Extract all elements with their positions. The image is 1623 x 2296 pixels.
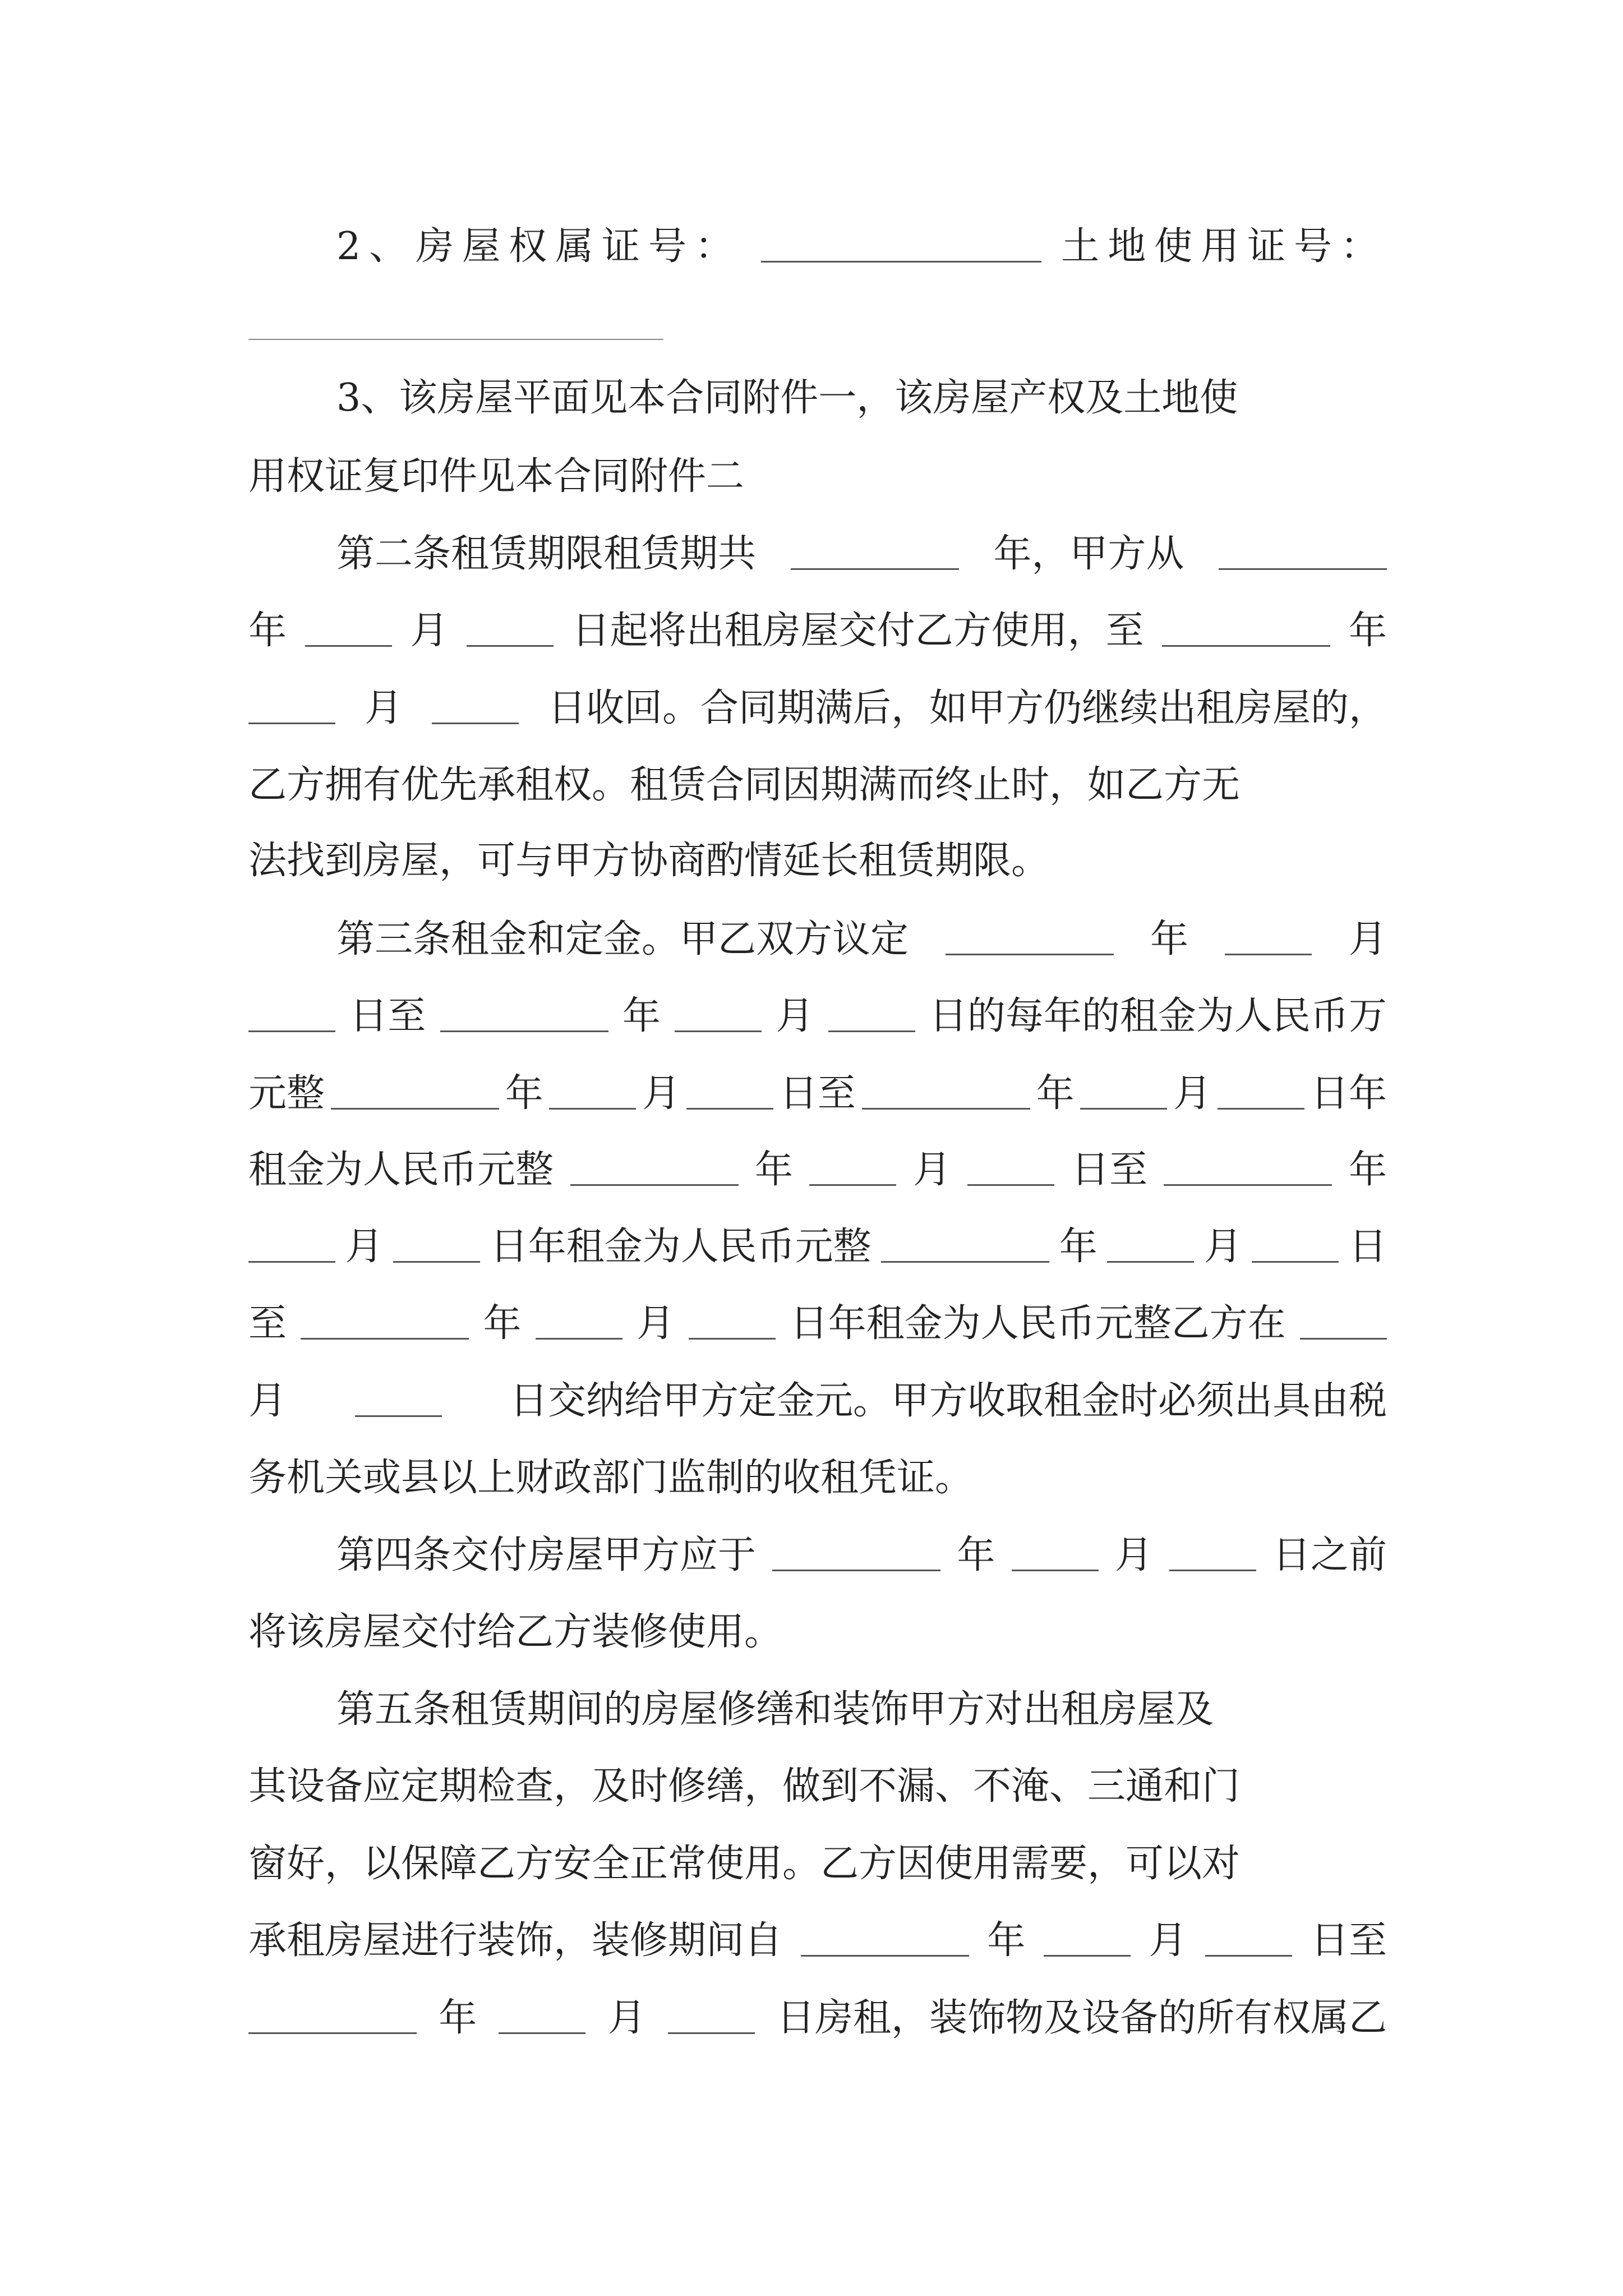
text: 年 xyxy=(439,1996,477,2040)
text: 年 xyxy=(1348,1148,1387,1192)
clause-4-line-2 xyxy=(248,1593,1387,1672)
blank[interactable] xyxy=(536,1338,623,1340)
text: 月 xyxy=(345,1225,384,1269)
text: 年 xyxy=(1059,1225,1098,1269)
text: 至 xyxy=(248,1301,287,1346)
clause-2-line-2 xyxy=(248,592,1387,670)
text: 月 xyxy=(364,686,403,730)
text: 月 xyxy=(642,1071,681,1116)
text: 第二条租赁期限租赁期共 xyxy=(336,532,757,576)
text: 用权证复印件见本合同附件二 xyxy=(248,454,745,499)
text: 日年租金为人民币元整 xyxy=(490,1225,872,1269)
text: 月 xyxy=(607,1996,646,2040)
blank[interactable] xyxy=(689,1338,776,1340)
land-cert-blank[interactable] xyxy=(248,339,663,340)
text: 日起将出租房屋交付乙方使用，至 xyxy=(571,609,1144,653)
text: 年 xyxy=(248,609,287,653)
clause-5-line-4 xyxy=(248,1902,1387,1980)
clause-5-line-1 xyxy=(336,1671,1387,1749)
text: 月 xyxy=(1149,1918,1187,1963)
clause-3-line-5 xyxy=(248,1208,1387,1286)
text: 年 xyxy=(754,1148,793,1192)
blank[interactable] xyxy=(331,1108,499,1110)
clause-3-line-4 xyxy=(248,1131,1387,1209)
text: 其设备应定期检查，及时修缮，做到不漏、不淹、三通和门 xyxy=(248,1764,1241,1809)
land-cert-label: 土地使用证号： xyxy=(1061,224,1387,269)
clause-3-line-1 xyxy=(336,900,1387,979)
blank[interactable] xyxy=(549,1108,636,1110)
decoration-start-month-blank[interactable] xyxy=(1044,1955,1131,1957)
text: 月 xyxy=(637,1301,675,1346)
lease-years-blank[interactable] xyxy=(791,568,959,570)
clause-2-line-1 xyxy=(336,515,1387,593)
text: 年 xyxy=(957,1533,995,1577)
start-month-blank[interactable] xyxy=(305,645,392,647)
delivery-day-blank[interactable] xyxy=(1169,1570,1256,1571)
blank[interactable] xyxy=(1252,1261,1339,1263)
start-day-blank[interactable] xyxy=(467,645,554,647)
blank[interactable] xyxy=(828,1030,915,1032)
text: 年 xyxy=(1348,609,1387,653)
text: 第三条租金和定金。甲乙双方议定 xyxy=(336,917,909,961)
delivery-year-blank[interactable] xyxy=(772,1570,940,1571)
rent-start-month-blank[interactable] xyxy=(1225,954,1312,955)
clause-5-line-2 xyxy=(248,1747,1387,1826)
text: 月 xyxy=(776,994,814,1038)
text: 月 xyxy=(1114,1533,1153,1577)
text-line xyxy=(248,438,1387,516)
blank[interactable] xyxy=(301,1338,469,1340)
text: 第四条交付房屋甲方应于 xyxy=(336,1533,757,1577)
delivery-month-blank[interactable] xyxy=(1012,1570,1099,1571)
clause-3-line-6 xyxy=(248,1285,1387,1363)
clause-3-line-2 xyxy=(248,977,1387,1056)
decoration-end-day-blank[interactable] xyxy=(668,2032,755,2034)
text: 日至 xyxy=(349,994,426,1038)
text: 日年租金为人民币元整乙方在 xyxy=(790,1301,1286,1346)
text: 年 xyxy=(505,1071,543,1116)
clause-2-line-5 xyxy=(248,822,1387,900)
text: 日交纳给甲方定金元。甲方收取租金时必须出具由税 xyxy=(509,1379,1387,1423)
text: 日之前 xyxy=(1272,1533,1387,1577)
text: 月 xyxy=(248,1379,287,1423)
blank[interactable] xyxy=(686,1108,773,1110)
rent-start-day-blank[interactable] xyxy=(248,1030,335,1032)
text: 月 xyxy=(1173,1071,1212,1116)
clause-5-line-3 xyxy=(248,1825,1387,1903)
text: 月 xyxy=(1348,917,1387,961)
text: 年 xyxy=(483,1301,522,1346)
text: 月 xyxy=(912,1148,951,1192)
text: 年 xyxy=(1150,917,1188,961)
blank[interactable] xyxy=(1080,1108,1167,1110)
blank[interactable] xyxy=(881,1261,1049,1263)
text-line xyxy=(336,359,1387,438)
blank[interactable] xyxy=(1107,1261,1194,1263)
blank[interactable] xyxy=(570,1184,739,1186)
clause-4-line-1 xyxy=(336,1516,1387,1595)
text: 乙方拥有优先承租权。租赁合同因期满而终止时，如乙方无 xyxy=(248,763,1241,807)
blank[interactable] xyxy=(440,1030,608,1032)
text: 窗好，以保障乙方安全正常使用。乙方因使用需要，可以对 xyxy=(248,1842,1241,1886)
decoration-start-day-blank[interactable] xyxy=(1205,1955,1292,1957)
deposit-day-blank[interactable] xyxy=(355,1415,442,1417)
text: 租金为人民币元整 xyxy=(248,1148,554,1192)
text: 月 xyxy=(410,609,449,653)
blank[interactable] xyxy=(1218,1108,1304,1110)
rent-start-year-blank[interactable] xyxy=(946,954,1114,955)
blank[interactable] xyxy=(1300,1338,1387,1340)
decoration-end-year-blank[interactable] xyxy=(248,2032,417,2034)
text: 日收回。合同期满后，如甲方仍继续出租房屋的， xyxy=(547,686,1387,730)
text: 将该房屋交付给乙方装修使用。 xyxy=(248,1610,783,1654)
blank[interactable] xyxy=(393,1261,480,1263)
blank[interactable] xyxy=(862,1108,1030,1110)
text: 第五条租赁期间的房屋修缮和装饰甲方对出租房屋及 xyxy=(336,1687,1214,1732)
text: 年，甲方从 xyxy=(993,532,1184,576)
decoration-end-month-blank[interactable] xyxy=(499,2032,585,2034)
text: 日 xyxy=(1348,1225,1387,1269)
blank[interactable] xyxy=(248,1261,335,1263)
property-cert-blank[interactable] xyxy=(761,261,1041,263)
property-cert-line xyxy=(336,208,1387,286)
clause-3-line-8 xyxy=(248,1439,1387,1517)
start-year-blank[interactable] xyxy=(1219,568,1387,570)
text: 月 xyxy=(1204,1225,1242,1269)
text: 法找到房屋，可与甲方协商酌情延长租赁期限。 xyxy=(248,839,1050,883)
clause-3-line-7 xyxy=(248,1362,1387,1441)
clause-2-line-4 xyxy=(248,746,1387,825)
end-day-blank[interactable] xyxy=(432,723,519,724)
clause-5-line-5 xyxy=(248,1979,1387,2058)
decoration-start-year-blank[interactable] xyxy=(801,1955,969,1957)
text: 日房租，装饰物及设备的所有权属乙 xyxy=(776,1996,1387,2040)
text: 日至 xyxy=(779,1071,856,1116)
end-month-blank[interactable] xyxy=(248,723,335,724)
text: 年 xyxy=(1036,1071,1075,1116)
clause-2-line-3 xyxy=(248,669,1387,748)
text: 承租房屋进行装饰，装修期间自 xyxy=(248,1918,783,1963)
blank[interactable] xyxy=(809,1184,896,1186)
blank[interactable] xyxy=(1164,1184,1332,1186)
text: 日年 xyxy=(1310,1071,1387,1116)
text: 日的每年的租金为人民币万 xyxy=(929,994,1387,1038)
text: 元整 xyxy=(248,1071,325,1116)
text: 日至 xyxy=(1310,1918,1387,1963)
blank[interactable] xyxy=(967,1184,1054,1186)
text: 务机关或县以上财政部门监制的收租凭证。 xyxy=(248,1456,974,1500)
clause-3-line-3 xyxy=(248,1055,1387,1133)
text: 年 xyxy=(622,994,661,1038)
text: 3、该房屋平面见本合同附件一，该房屋产权及土地使 xyxy=(336,376,1238,420)
text: 日至 xyxy=(1071,1148,1147,1192)
end-year-blank[interactable] xyxy=(1162,645,1330,647)
property-cert-label: 2、房屋权属证号： xyxy=(336,224,741,269)
text: 年 xyxy=(987,1918,1026,1963)
blank[interactable] xyxy=(675,1030,762,1032)
